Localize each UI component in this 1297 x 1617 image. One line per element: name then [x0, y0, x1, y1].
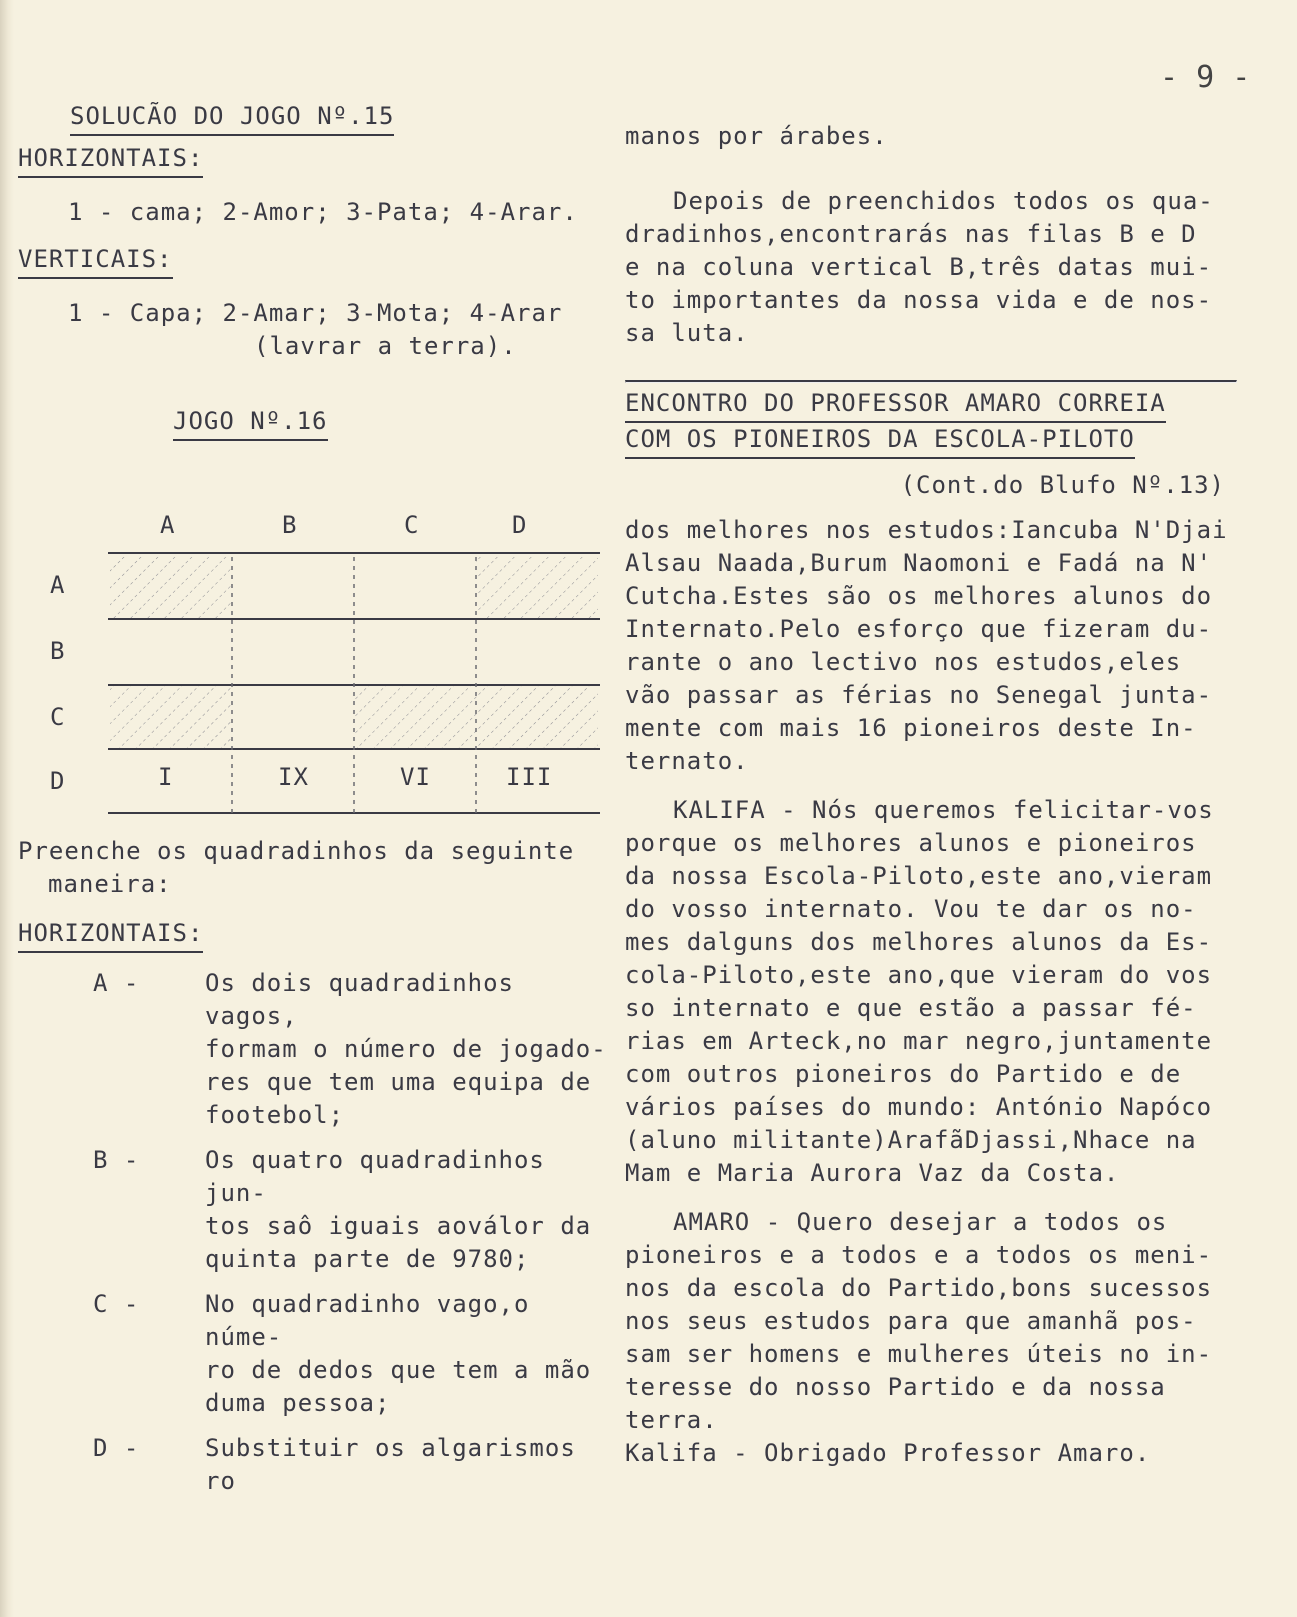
paragraph-line: rias em Arteck,no mar negro,juntamente — [625, 1027, 1213, 1055]
grid-col-header-a: A — [160, 511, 176, 539]
clue-text: Os dois quadradinhos vagos, — [205, 969, 514, 1030]
article-title-line1: ENCONTRO DO PROFESSOR AMARO CORREIA — [625, 387, 1166, 423]
verticais-solution-line1: 1 - Capa; 2-Amar; 3-Mota; 4-Arar — [68, 299, 563, 327]
paragraph-line: teresse do nosso Partido e da nossa — [625, 1373, 1166, 1401]
clue-c — [18, 1288, 618, 1420]
paragraph-line: Depois de preenchidos todos os qua- — [673, 187, 1214, 215]
horizontais-heading: HORIZONTAIS: — [18, 142, 203, 178]
horizontais-solution: 1 - cama; 2-Amor; 3-Pata; 4-Arar. — [68, 198, 578, 226]
page-number: - 9 - — [1160, 60, 1251, 95]
horizontais-clues-heading: HORIZONTAIS: — [18, 917, 203, 953]
right-column — [625, 100, 1245, 1470]
paragraph-line: mente com mais 16 pioneiros deste In- — [625, 714, 1197, 742]
grid-row-header-d: D — [50, 767, 66, 795]
closing-line: Kalifa - Obrigado Professor Amaro. — [625, 1439, 1151, 1467]
paragraph-line: KALIFA - Nós queremos felicitar-vos — [673, 796, 1214, 824]
paragraph-best-students — [625, 514, 1245, 778]
paragraph-line: Cutcha.Estes são os melhores alunos do — [625, 582, 1213, 610]
paragraph-line: cola-Piloto,este ano,que vieram do vos — [625, 961, 1213, 989]
crossword-grid — [18, 459, 618, 829]
clue-label: C - — [93, 1290, 140, 1318]
shaded-cell-a4 — [476, 557, 598, 619]
clue-text: footebol; — [205, 1101, 345, 1129]
grid-row-header-b: B — [50, 637, 66, 665]
clue-d — [18, 1432, 618, 1498]
paragraph-line: Alsau Naada,Burum Naomoni e Fadá na N' — [625, 549, 1213, 577]
continuation-note: (Cont.do Blufo Nº.13) — [900, 471, 1225, 499]
section-divider — [625, 380, 1237, 383]
verticais-solution-line2: (lavrar a terra). — [254, 332, 517, 360]
grid-cell-d4: III — [506, 763, 553, 791]
paragraph-line: com outros pioneiros do Partido e de — [625, 1060, 1182, 1088]
shaded-cell-a1 — [110, 557, 232, 619]
paragraph-amaro — [625, 1206, 1245, 1437]
paragraph-line: ternato. — [625, 747, 749, 775]
paragraph-line: mes dalguns dos melhores alunos da Es- — [625, 928, 1213, 956]
clue-text: formam o número de jogado- — [205, 1035, 607, 1063]
clue-label: B - — [93, 1146, 140, 1174]
paragraph-line: porque os melhores alunos e pioneiros — [625, 829, 1197, 857]
verticais-heading: VERTICAIS: — [18, 243, 173, 279]
grid-cell-d3: VI — [400, 763, 431, 791]
paragraph-line: (aluno militante)ArafãDjassi,Nhace na — [625, 1126, 1197, 1154]
paragraph-line: dos melhores nos estudos:Iancuba N'Djai — [625, 516, 1228, 544]
paragraph-line: rante o ano lectivo nos estudos,eles — [625, 648, 1182, 676]
instruction-line2: maneira: — [48, 870, 172, 898]
paragraph-line: nos seus estudos para que amanhã pos- — [625, 1307, 1197, 1335]
paragraph-line: AMARO - Quero desejar a todos os — [673, 1208, 1168, 1236]
clue-b — [18, 1144, 618, 1276]
instruction-line1: Preenche os quadradinhos da seguinte — [18, 837, 575, 865]
solution-title: SOLUCÃO DO JOGO Nº.15 — [70, 100, 394, 136]
clue-label: D - — [93, 1434, 140, 1462]
paragraph-kalifa — [625, 794, 1245, 1190]
paragraph-dates — [625, 185, 1245, 350]
clue-text: res que tem uma equipa de — [205, 1068, 592, 1096]
clue-text: tos saô iguais aoválor da — [205, 1212, 592, 1240]
grid-row-header-c: C — [50, 703, 66, 731]
clue-text: Os quatro quadradinhos jun- — [205, 1146, 545, 1207]
paragraph-line: so internato e que estão a passar fé- — [625, 994, 1197, 1022]
paragraph-line: dradinhos,encontrarás nas filas B e D — [625, 220, 1197, 248]
clue-text: No quadradinho vago,o núme- — [205, 1290, 530, 1351]
clue-a — [18, 967, 618, 1132]
paragraph-line: to importantes da nossa vida e de nos- — [625, 286, 1213, 314]
continued-line: manos por árabes. — [625, 122, 888, 150]
paragraph-line: pioneiros e a todos e a todos os meni- — [625, 1241, 1213, 1269]
paragraph-line: do vosso internato. Vou te dar os no- — [625, 895, 1197, 923]
paragraph-line: nos da escola do Partido,bons sucessos — [625, 1274, 1213, 1302]
clue-text: duma pessoa; — [205, 1389, 391, 1417]
paragraph-line: da nossa Escola-Piloto,este ano,vieram — [625, 862, 1213, 890]
article-title-line2: COM OS PIONEIROS DA ESCOLA-PILOTO — [625, 423, 1135, 459]
paragraph-line: vários países do mundo: António Napóco — [625, 1093, 1213, 1121]
grid-col-header-c: C — [404, 511, 420, 539]
article-title — [625, 387, 1245, 459]
clue-text: Substituir os algarismos ro — [205, 1434, 576, 1495]
paragraph-line: terra. — [625, 1406, 718, 1434]
clue-text: ro de dedos que tem a mão — [205, 1356, 592, 1384]
grid-cell-d1: I — [158, 763, 174, 791]
paragraph-line: vão passar as férias no Senegal junta- — [625, 681, 1213, 709]
clue-text: quinta parte de 9780; — [205, 1245, 530, 1273]
paragraph-line: e na coluna vertical B,três datas mui- — [625, 253, 1213, 281]
shaded-cell-c1 — [110, 685, 232, 749]
grid-col-header-b: B — [282, 511, 298, 539]
game-title: JOGO Nº.16 — [173, 405, 328, 441]
grid-row-header-a: A — [50, 571, 66, 599]
paragraph-line: Internato.Pelo esforço que fizeram du- — [625, 615, 1213, 643]
grid-col-header-d: D — [512, 511, 528, 539]
page-edge-shadow — [0, 0, 14, 1617]
paragraph-line: Mam e Maria Aurora Vaz da Costa. — [625, 1159, 1120, 1187]
left-column — [18, 100, 618, 1498]
grid-cell-d2: IX — [278, 763, 309, 791]
paragraph-line: sam ser homens e mulheres úteis no in- — [625, 1340, 1213, 1368]
clue-label: A - — [93, 969, 140, 997]
paragraph-line: sa luta. — [625, 319, 749, 347]
